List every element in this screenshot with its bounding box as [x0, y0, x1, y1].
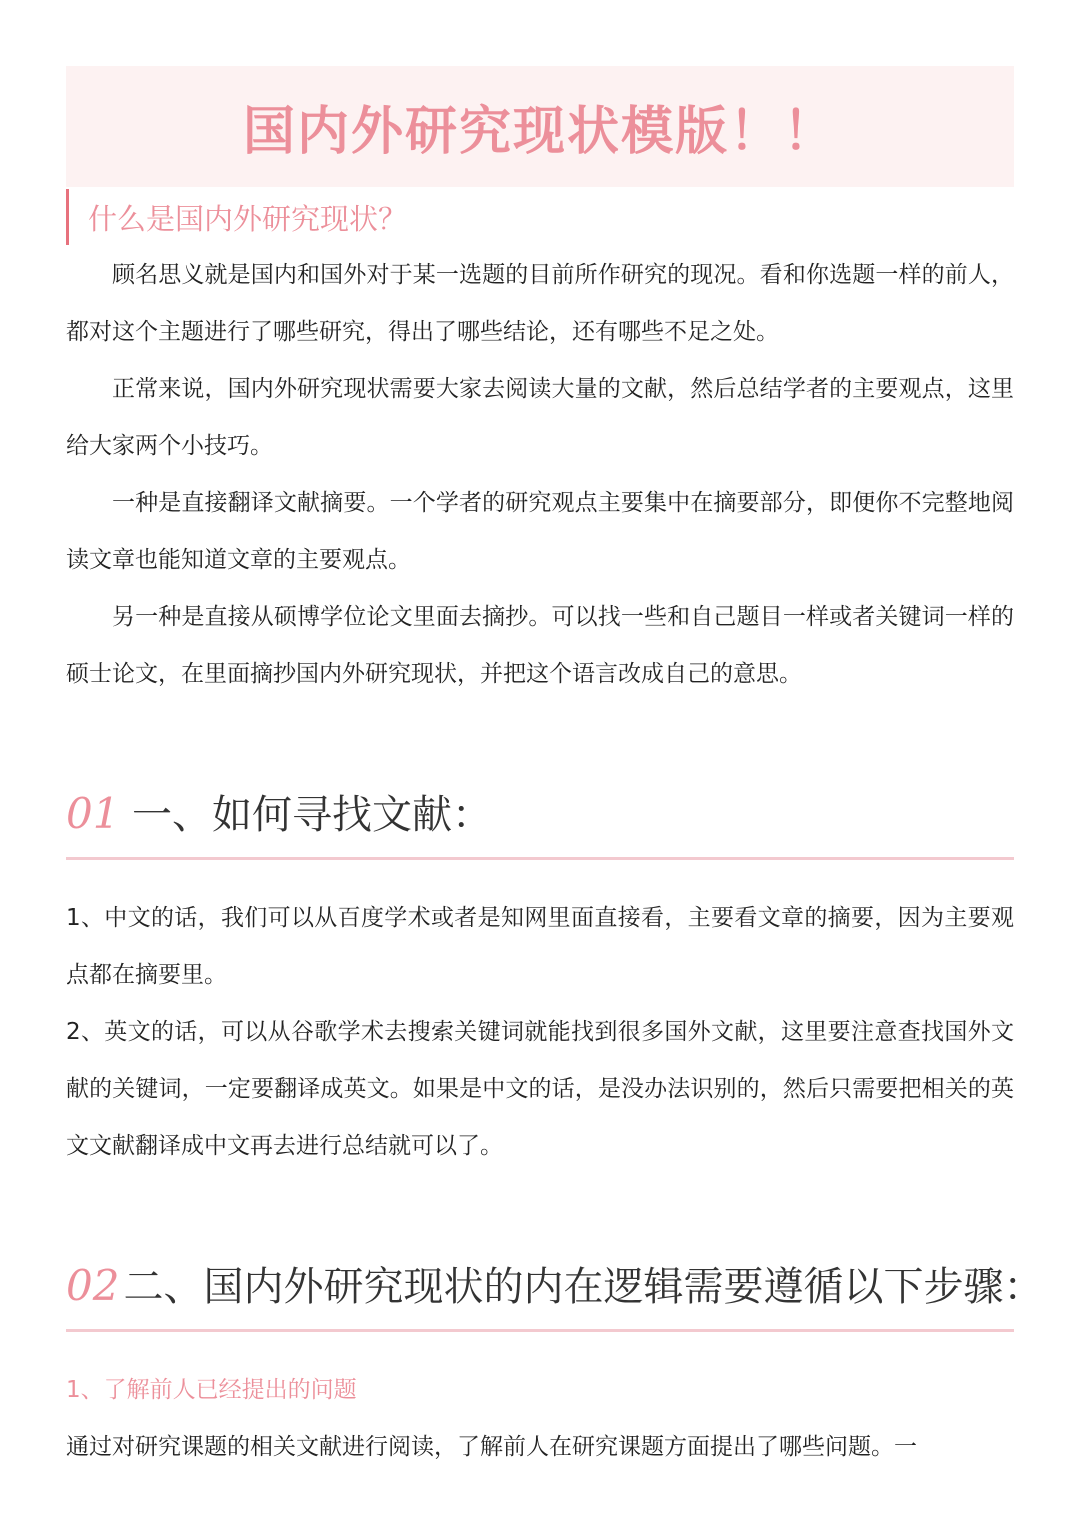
document-page	[66, 66, 1044, 1476]
section-2-number: 02	[66, 1261, 120, 1310]
section-2-body	[66, 1362, 1014, 1476]
intro-body	[66, 247, 1014, 703]
page-title: 国内外研究现状模版！！	[242, 102, 837, 162]
intro-paragraph: 另一种是直接从硕博学位论文里面去摘抄。可以找一些和自己题目一样或者关键词一样的硕士论文，在里面摘抄国内外研究现状，并把这个语言改成自己的意思。	[66, 604, 1014, 687]
section-1-title: 一、如何寻找文献：	[132, 792, 492, 838]
section-1-item: 2、英文的话，可以从谷歌学术去搜索关键词就能找到很多国外文献，这里要注意查找国外文献的关键词，一定要翻译成英文。如果是中文的话，是没办法识别的，然后只需要把相关的英文文献翻译成中文再去进行总结就可以了。	[66, 1019, 1014, 1159]
section-2-subheading: 1、了解前人已经提出的问题	[66, 1377, 357, 1403]
section-1-number: 01	[66, 789, 120, 838]
intro-paragraph: 正常来说，国内外研究现状需要大家去阅读大量的文献，然后总结学者的主要观点，这里给大家两个小技巧。	[66, 376, 1014, 459]
section-1-item: 1、中文的话，我们可以从百度学术或者是知网里面直接看，主要看文章的摘要，因为主要观点都在摘要里。	[66, 905, 1014, 988]
section-1-body	[66, 890, 1014, 1175]
section-1-header	[66, 783, 1014, 860]
title-banner	[66, 66, 1014, 187]
section-2-header	[66, 1255, 1044, 1332]
section-2-paragraph: 通过对研究课题的相关文献进行阅读，了解前人在研究课题方面提出了哪些问题。一	[66, 1434, 917, 1460]
intro-paragraph: 一种是直接翻译文献摘要。一个学者的研究观点主要集中在摘要部分，即便你不完整地阅读文章也能知道文章的主要观点。	[66, 490, 1014, 573]
intro-heading: 什么是国内外研究现状？	[66, 189, 1014, 245]
section-2-title: 二、国内外研究现状的内在逻辑需要遵循以下步骤：	[123, 1264, 1044, 1310]
intro-paragraph: 顾名思义就是国内和国外对于某一选题的目前所作研究的现况。看和你选题一样的前人，都对这个主题进行了哪些研究，得出了哪些结论，还有哪些不足之处。	[66, 262, 1014, 345]
